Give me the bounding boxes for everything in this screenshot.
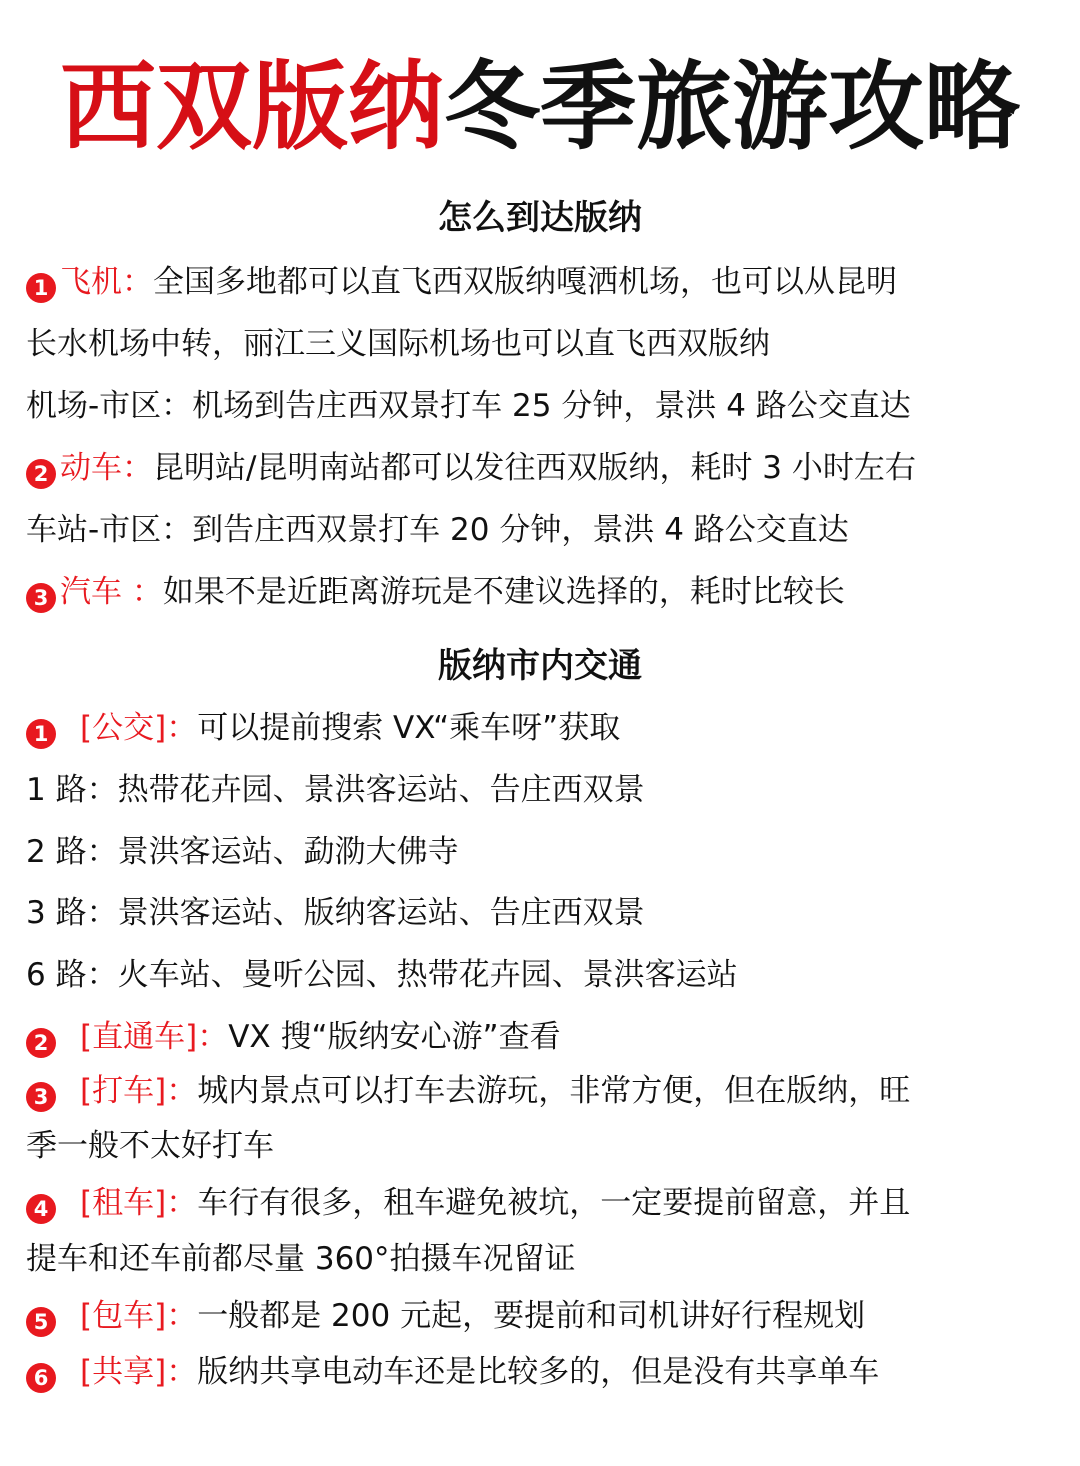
title-black-part: 冬季旅游攻略 — [444, 51, 1020, 163]
text-train-2: 车站-市区：到告庄西双景打车 20 分钟，景洪 4 路公交直达 — [26, 512, 849, 548]
bus-route-6: 6 路：火车站、曼听公园、热带花卉园、景洪客运站 — [26, 957, 738, 993]
list-item-plane — [26, 260, 1066, 304]
number-badge-3: 3 — [26, 583, 56, 613]
number-badge-4: 4 — [26, 1194, 56, 1224]
number-badge-6: 6 — [26, 1363, 56, 1393]
bus-route-1: 1 路：热带花卉园、景洪客运站、告庄西双景 — [26, 772, 645, 808]
section-heading-arrival: 怎么到达版纳 — [438, 198, 642, 238]
text-train-1: 昆明站/昆明南站都可以发往西双版纳，耗时 3 小时左右 — [153, 450, 916, 486]
label-taxi: [打车]： — [80, 1073, 198, 1109]
label-bus: 汽车 ： — [60, 574, 163, 610]
number-badge-1: 1 — [26, 719, 56, 749]
text-rental-1: 车行有很多，租车避免被坑，一定要提前留意，并且 — [197, 1185, 911, 1221]
number-badge-3: 3 — [26, 1082, 56, 1112]
text-sharing-1: 版纳共享电动车还是比较多的，但是没有共享单车 — [197, 1354, 880, 1390]
text-taxi-1: 城内景点可以打车去游玩，非常方便，但在版纳，旺 — [197, 1073, 911, 1109]
number-badge-2: 2 — [26, 1028, 56, 1058]
label-plane: 飞机： — [60, 264, 153, 300]
page-title — [0, 52, 1080, 162]
text-bus-1: 如果不是近距离游玩是不建议选择的，耗时比较长 — [162, 574, 845, 610]
text-shuttle-1: VX 搜“版纳安心游”查看 — [228, 1019, 561, 1055]
bus-route-3: 3 路：景洪客运站、版纳客运站、告庄西双景 — [26, 895, 645, 931]
label-sharing: [共享]： — [80, 1354, 198, 1390]
list-item-train — [26, 446, 1066, 490]
list-item-taxi — [26, 1069, 1066, 1113]
list-item-public-bus — [26, 706, 1066, 750]
label-shuttle: [直通车]： — [80, 1019, 229, 1055]
text-plane-1: 全国多地都可以直飞西双版纳嘎洒机场，也可以从昆明 — [153, 264, 897, 300]
label-rental: [租车]： — [80, 1185, 198, 1221]
text-rental-2: 提车和还车前都尽量 360°拍摄车况留证 — [26, 1241, 576, 1277]
label-public-bus: [公交]： — [80, 710, 198, 746]
text-taxi-2: 季一般不太好打车 — [26, 1128, 274, 1164]
label-charter: [包车]： — [80, 1298, 198, 1334]
section-heading-local-transport: 版纳市内交通 — [438, 646, 642, 686]
number-badge-2: 2 — [26, 459, 56, 489]
text-public-bus-1: 可以提前搜索 VX“乘车呀”获取 — [197, 710, 621, 746]
number-badge-5: 5 — [26, 1307, 56, 1337]
number-badge-1: 1 — [26, 273, 56, 303]
text-charter-1: 一般都是 200 元起，要提前和司机讲好行程规划 — [197, 1298, 866, 1334]
list-item-sharing — [26, 1350, 1066, 1394]
list-item-rental — [26, 1181, 1066, 1225]
list-item-bus — [26, 570, 1066, 614]
title-red-part: 西双版纳 — [60, 51, 444, 163]
text-plane-3: 机场-市区：机场到告庄西双景打车 25 分钟，景洪 4 路公交直达 — [26, 388, 911, 424]
text-plane-2: 长水机场中转，丽江三义国际机场也可以直飞西双版纳 — [26, 326, 770, 362]
label-train: 动车： — [60, 450, 153, 486]
list-item-shuttle — [26, 1015, 1066, 1059]
list-item-charter — [26, 1294, 1066, 1338]
bus-route-2: 2 路：景洪客运站、勐泐大佛寺 — [26, 834, 459, 870]
